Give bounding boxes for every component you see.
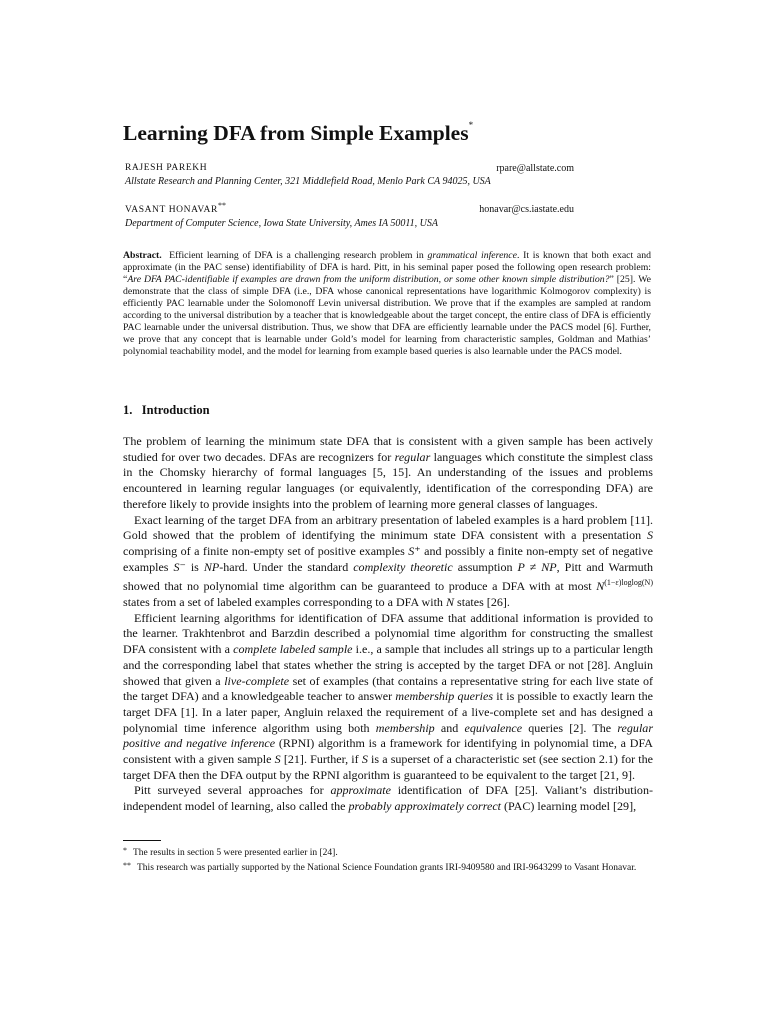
footnote-mark: * [123,846,127,855]
text-run: is [185,559,204,574]
emphasis: regular positive and negative inference [123,720,654,751]
paragraph-4 [123,783,653,814]
math: S⁺ [408,543,421,558]
text-run: [21]. Further, if [280,752,362,767]
author-name-1: RAJESH PAREKH [125,163,208,173]
author-email-1: rpare@allstate.com [496,163,574,174]
emphasis: complexity theoretic [353,559,453,574]
paper-title [123,121,473,146]
footnote-2 [123,860,651,875]
text-run: set of examples (that contains a representative string for each live state of the target DFA) and a knowledgeable teacher to answer [123,673,653,704]
math: S⁻ [173,559,186,574]
text-run: (RPNI) algorithm is a framework for identifying in polynomial time, a DFA consistent with a given sample [123,736,653,767]
footnote-text: This research was partially supported by the National Science Foundation grants IRI-9409580 and IRI-9643299 to Vasant Honavar. [137,862,637,873]
abstract [123,250,651,358]
emphasis: complete labeled sample [233,642,353,657]
author-affiliation-2: Department of Computer Science, Iowa State University, Ames IA 50011, USA [125,218,439,229]
text-run: identification of DFA [25]. Valiant’s distribution-independent model of learning, also called the [123,783,653,814]
text-run: -hard. Under the standard [219,559,354,574]
emphasis: live-complete [224,673,290,688]
emphasis: probably approximately correct [348,799,502,814]
math-superscript: (1−ε)loglog(N) [604,578,653,588]
footnote-1 [123,845,651,860]
text-run: i.e., a sample that includes all strings up to a particular length and the corresponding label that states whether the string is accepted by the target DFA or not [28]. Angluin showed that given a [123,642,654,688]
math: S [361,752,368,767]
author-email-2: honavar@cs.iastate.edu [479,204,574,215]
section-title: Introduction [141,403,210,417]
math: NP [203,559,220,574]
math: N [596,579,605,594]
footnotes [123,845,651,874]
text-run: states [26]. [454,595,510,610]
footnote-mark: ** [123,860,131,870]
author-footnote-mark-2: ** [217,201,226,210]
text-run: (PAC) learning model [29], [501,799,637,814]
section-number: 1. [123,403,133,417]
footnote-text: The results in section 5 were presented earlier in [24]. [133,848,338,858]
text-run: and possibly a finite non-empty set of negative examples [123,543,653,574]
paragraph-2 [123,513,653,611]
body-text [123,434,653,815]
text-run: and [434,720,465,735]
footnote-rule [123,840,161,841]
author-name-2: VASANT HONAVAR [125,205,218,216]
text-run: Exact learning of the target DFA from an arbitrary presentation of labeled examples is a hard problem [11]. Gold showed that the problem of identifying the minimum state DFA consistent with a presentation [123,512,653,543]
text-run: Pitt surveyed several approaches for [134,783,331,798]
text-run: states from a set of labeled examples corresponding to a DFA with [123,595,446,610]
emphasis: equivalence [464,720,523,735]
section-heading [123,403,210,418]
title-footnote-mark: * [468,120,474,130]
emphasis: approximate [330,783,391,798]
math: S [646,528,653,543]
emphasis: membership queries [395,689,494,704]
text-run: The problem of learning the minimum state DFA that is consistent with a given sample has been actively studied for over two decades. DFAs are recognizers for [123,434,653,464]
math: S [274,752,281,767]
text-run: , Pitt and Warmuth showed that no polynomial time algorithm can be guaranteed to produce a DFA with at most [123,559,654,594]
text-run: queries [2]. The [522,720,618,735]
text-run: assumption [452,559,518,574]
text-run: is a superset of a characteristic set (see section 2.1) for the target DFA then the DFA output by the RPNI algorithm is guaranteed to be equivalent to the target [21, 9]. [123,752,654,782]
text-run: comprising of a finite non-empty set of positive examples [123,543,409,558]
abstract-label: Abstract. [123,250,162,261]
math: N [445,595,455,610]
emphasis: regular [394,449,431,464]
paragraph-3 [123,611,653,784]
abstract-text: Efficient learning of DFA is a challenging research problem in [169,250,428,261]
paper-title-text: Learning DFA from Simple Examples [123,121,469,145]
paragraph-1 [123,434,653,513]
abstract-open-question: Are DFA PAC-identifiable if examples are drawn from the uniform distribution, or some other known simple distribution? [127,273,610,285]
emphasis: membership [375,720,435,735]
author-2 [125,201,226,215]
abstract-emphasis: grammatical inference [427,250,517,261]
abstract-text: ” [25]. We demonstrate that the class of simple DFA (i.e., DFA whose canonical representations have logarithmic Kolmogorov complexity) is efficiently PAC learnable under the Solomonoff Levin universal distribution. We prove that if the examples are sampled at random according to the universal distribution by a teacher that is knowledgeable about the target concept, the entire class of DFA is efficiently PAC learnable under the universal distribution. Thus, we show that DFA are efficiently learnable under the PACS model [6]. Further, we prove that any concept that is learnable under Gold’s model for learning from characteristic samples, Goldman and Mathias’ polynomial teachability model, and the model for learning from example based queries is also learnable under the PACS model. [123,273,651,357]
math: P ≠ NP [517,559,557,574]
text-run: Efficient learning algorithms for identification of DFA assume that additional information is provided to the learner. Trakhtenbrot and Barzdin described a polynomial time algorithm for constructing the smallest DFA consistent with a [123,610,653,657]
abstract-text: . It is known that both exact and approximate (in the PAC sense) identifiability of DFA is hard. Pitt, in his seminal paper posed the following open research problem: “ [123,250,651,285]
author-affiliation-1: Allstate Research and Planning Center, 321 Middlefield Road, Menlo Park CA 94025, USA [125,176,491,187]
text-run: languages which constitute the simplest class in the Chomsky hierarchy of formal languages [5, 15]. An understanding of the issues and problems encountered in learning regular languages (or equivalently, identification of the corresponding DFA) are therefore likely to provide insights into the problem of learning more general classes of languages. [123,449,653,511]
text-run: it is possible to exactly learn the target DFA [1]. In a later paper, Angluin relaxed the requirement of a live-complete set and has designed a polynomial time inference algorithm using both [123,689,654,735]
